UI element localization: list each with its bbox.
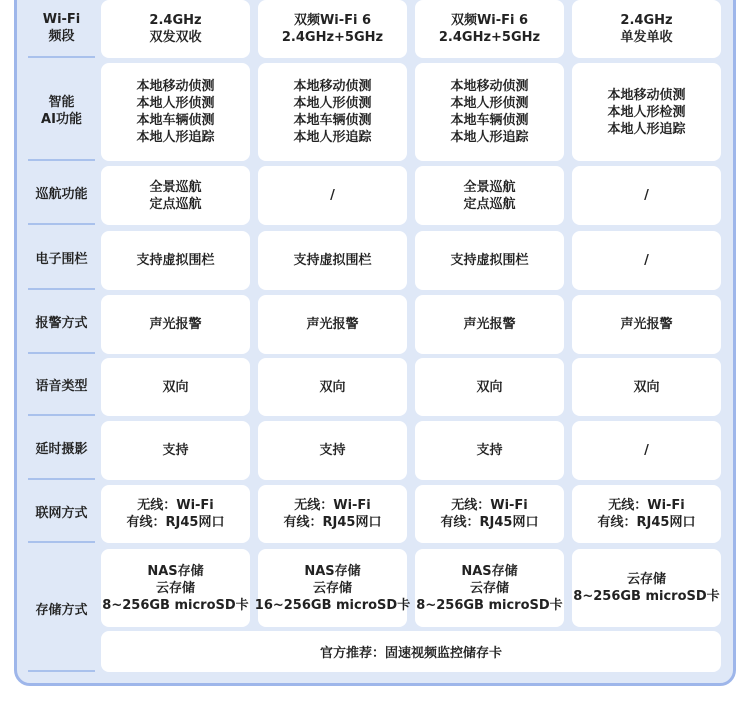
spec-cell-text: 无线：Wi-Fi [137, 498, 214, 513]
storage-label-underline [28, 631, 95, 672]
spec-cell-text: 本地人形追踪 [293, 130, 372, 145]
spec-cell-text: 本地人形侦测 [293, 96, 372, 111]
row-label-text: 语音类型 [35, 378, 88, 394]
spec-cell [101, 421, 250, 480]
row-label-text: 电子围栏 [35, 252, 88, 267]
spec-cell-text: 2.4GHz+5GHz [438, 30, 541, 45]
spec-cell-text: 定点巡航 [463, 196, 516, 212]
spec-cell [572, 63, 721, 161]
spec-cell-text: 8~256GB microSD卡 [573, 589, 720, 604]
spec-cell-text: 声光报警 [306, 317, 359, 332]
spec-cell [258, 63, 407, 161]
spec-cell [101, 295, 250, 354]
spec-cell-text: 云存储 [469, 580, 509, 596]
row-label [28, 0, 95, 58]
row-label [28, 231, 95, 290]
spec-cell-text: 无线：Wi-Fi [294, 498, 371, 513]
spec-cell-text: 有线：RJ45网口 [597, 515, 696, 530]
spec-cell [572, 0, 721, 58]
row-label [28, 63, 95, 161]
spec-cell [101, 0, 250, 58]
spec-cell [258, 485, 407, 543]
spec-cell-text: 2.4GHz [620, 13, 673, 28]
spec-cell [572, 549, 721, 627]
spec-cell [415, 358, 564, 416]
spec-cell-text: 双频Wi-Fi 6 [450, 13, 529, 28]
spec-cell-text: 全景巡航 [149, 179, 202, 195]
spec-cell-text: / [644, 253, 649, 268]
spec-cell [572, 358, 721, 416]
spec-cell-text: 本地车辆侦测 [450, 113, 529, 128]
spec-cell-text: 本地人形追踪 [136, 130, 215, 145]
spec-cell [101, 166, 250, 225]
spec-cell-text: 本地人形追踪 [450, 130, 529, 145]
spec-cell [415, 485, 564, 543]
spec-cell [572, 485, 721, 543]
row-label [28, 166, 95, 225]
spec-cell [258, 358, 407, 416]
spec-cell [415, 0, 564, 58]
spec-cell [415, 166, 564, 225]
spec-cell-text: 本地移动侦测 [607, 87, 686, 103]
spec-cell-text: 双频Wi-Fi 6 [293, 13, 372, 28]
spec-cell-text: NAS存储 [147, 563, 204, 579]
spec-cell-text: 本地人形检测 [607, 104, 686, 120]
spec-cell [415, 549, 564, 627]
spec-cell-text: 声光报警 [463, 317, 516, 332]
spec-cell [258, 0, 407, 58]
spec-cell-text: 全景巡航 [463, 179, 516, 195]
spec-cell-text: 2.4GHz [149, 13, 202, 28]
spec-cell-text: 有线：RJ45网口 [440, 515, 539, 530]
spec-cell-text: 有线：RJ45网口 [126, 515, 225, 530]
spec-cell-text: 本地移动侦测 [293, 79, 372, 94]
spec-cell-text: 本地人形侦测 [450, 96, 529, 111]
spec-cell-text: 定点巡航 [149, 196, 202, 212]
spec-cell [415, 231, 564, 290]
spec-cell [415, 295, 564, 354]
spec-cell-text: 无线：Wi-Fi [608, 498, 685, 513]
spec-cell [101, 358, 250, 416]
spec-cell-text: 本地车辆侦测 [136, 113, 215, 128]
row-label-text: 报警方式 [35, 316, 88, 331]
spec-cell-text: 无线：Wi-Fi [451, 498, 528, 513]
spec-cell-text: NAS存储 [304, 563, 361, 579]
spec-cell [415, 63, 564, 161]
spec-cell [572, 421, 721, 480]
spec-cell-text: 声光报警 [620, 317, 673, 332]
spec-cell-text: 本地车辆侦测 [293, 113, 372, 128]
spec-cell-text: 双向 [633, 379, 660, 395]
spec-cell-text: / [330, 188, 335, 203]
spec-cell [254, 549, 411, 627]
spec-cell-text: 双发双收 [149, 30, 202, 45]
spec-cell-text: 本地移动侦测 [450, 79, 529, 94]
row-label [28, 485, 95, 543]
row-label-text: 存储方式 [35, 603, 88, 618]
spec-cell [101, 485, 250, 543]
spec-cell-text: / [644, 188, 649, 203]
spec-cell-text: NAS存储 [461, 563, 518, 579]
spec-cell-text: 8~256GB microSD卡 [102, 597, 249, 613]
spec-cell [258, 231, 407, 290]
spec-cell-text: 2.4GHz+5GHz [281, 30, 384, 45]
spec-cell-text: 8~256GB microSD卡 [416, 597, 563, 613]
spec-cell [572, 166, 721, 225]
row-label-text: AI功能 [41, 112, 82, 127]
spec-cell-text: 支持 [476, 443, 503, 458]
row-label [28, 295, 95, 354]
spec-cell-text: 支持 [319, 443, 346, 458]
spec-cell-text: 云存储 [155, 580, 195, 596]
spec-cell [572, 295, 721, 354]
spec-cell-text: 支持虚拟围栏 [136, 253, 215, 268]
spec-cell-text: 声光报警 [149, 317, 202, 332]
spec-cell-text: 双向 [476, 379, 503, 395]
spec-cell [258, 166, 407, 225]
row-label [28, 358, 95, 416]
row-label-text: 巡航功能 [35, 187, 88, 202]
spec-cell [415, 421, 564, 480]
official-recommendation: 官方推荐：固速视频监控储存卡 [101, 631, 721, 672]
spec-cell [101, 63, 250, 161]
spec-cell [572, 231, 721, 290]
spec-cell [101, 549, 250, 627]
spec-cell [258, 421, 407, 480]
row-label-text: 延时摄影 [35, 442, 88, 457]
spec-cell-text: 本地人形追踪 [607, 121, 686, 137]
spec-cell-text: 单发单收 [620, 30, 673, 45]
spec-cell-text: 本地移动侦测 [136, 79, 215, 94]
row-label-text: Wi-Fi [42, 12, 81, 27]
row-label [28, 421, 95, 480]
row-label-text: 联网方式 [35, 505, 88, 521]
spec-cell-text: / [644, 443, 649, 458]
spec-cell-text: 有线：RJ45网口 [283, 515, 382, 530]
spec-cell-text: 云存储 [312, 580, 352, 596]
spec-cell-text: 双向 [162, 379, 189, 395]
spec-cell [258, 295, 407, 354]
spec-cell-text: 支持 [162, 443, 189, 458]
spec-cell-text: 云存储 [626, 572, 666, 587]
spec-cell-text: 支持虚拟围栏 [450, 253, 529, 268]
spec-cell-text: 双向 [319, 379, 346, 395]
spec-cell-text: 16~256GB microSD卡 [254, 597, 411, 613]
spec-cell-text: 本地人形侦测 [136, 96, 215, 111]
spec-cell [101, 231, 250, 290]
spec-cell-text: 支持虚拟围栏 [293, 253, 372, 268]
row-label-text: 智能 [48, 95, 75, 110]
row-label-text: 频段 [48, 29, 75, 44]
